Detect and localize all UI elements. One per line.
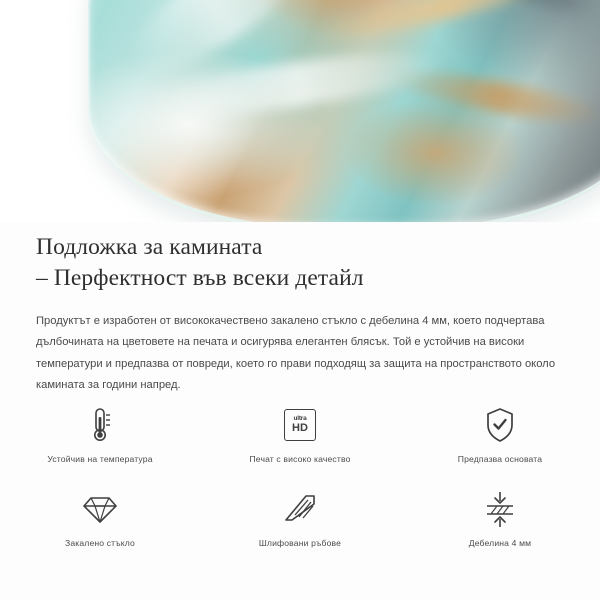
gold-streak: [387, 63, 600, 131]
feature-item: [200, 400, 400, 466]
ultra-hd-print-icon: [284, 402, 316, 448]
ultra-hd-top-text: ultra: [293, 414, 307, 422]
title-line-2: – Перфектност във всеки детайл: [36, 265, 364, 292]
feature-label: Предпазва основата: [457, 454, 543, 464]
thickness-icon: [482, 486, 518, 532]
shield-check-icon: [483, 402, 517, 448]
description-block: [0, 222, 600, 397]
gold-streak: [309, 0, 587, 51]
page-title: [0, 222, 600, 295]
ultra-hd-bottom-text: HD: [292, 422, 308, 435]
polished-edges-icon: [282, 486, 318, 532]
feature-label: Закалено стъкло: [64, 538, 135, 548]
glass-mat-photo: [88, 0, 600, 222]
feature-item: [200, 484, 400, 550]
feature-item: [0, 484, 200, 550]
feature-item: [400, 400, 600, 466]
feature-item: [0, 400, 200, 466]
title-line-1: Подложка за камината: [36, 234, 263, 260]
description-paragraph: Продуктът е изработен от висококачествено закалено стъкло с дебелина 4 мм, което подчертава дълбочината на цветовете на печата и осигурява елегантен блясък. Той е устойчив на високи температури и предпазва от повреди, което го прави подходящ за защита на пространството около камината за години напред.: [36, 314, 556, 391]
feature-label: Шлифовани ръбове: [258, 538, 342, 548]
feature-item: [400, 484, 600, 550]
hero-image: [0, 0, 600, 222]
feature-label: Дебелина 4 мм: [468, 538, 532, 548]
feature-label: Печат с високо качество: [249, 454, 351, 464]
feature-label: Устойчив на температура: [47, 454, 153, 464]
thermometer-icon: [83, 402, 117, 448]
diamond-icon: [81, 486, 119, 532]
feature-grid: [0, 400, 600, 550]
